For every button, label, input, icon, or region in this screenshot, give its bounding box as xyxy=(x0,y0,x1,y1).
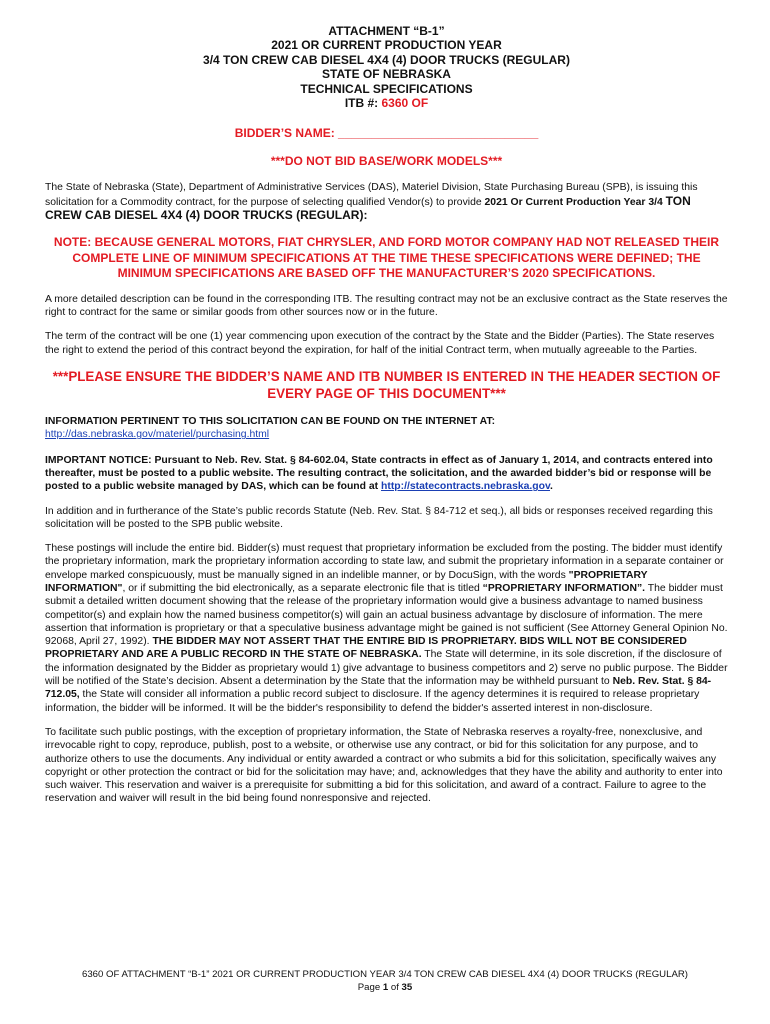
page-total: 35 xyxy=(401,981,413,993)
no-bid-warning: ***DO NOT BID BASE/WORK MODELS*** xyxy=(270,154,503,169)
attachment-title: ATTACHMENT “B-1” xyxy=(328,24,445,38)
proprietary-text-3: The bidder must submit a detailed written document showing that the release of the proprietary information would give a business advantage to named business competitor(s) and explain how the named business competitor(s) will gain an actual business advantage by disclosure of information. The mere assertion that information is proprietary or that a speculative business advantage might be gained is not sufficient (See Attorney General Opinion No. 92068, April 27, 1992). xyxy=(45,582,728,648)
document-header xyxy=(45,24,728,110)
public-records-paragraph: In addition and in furtherance of the State’s public records Statute (Neb. Rev. Stat. § 84-712 et seq.), all bids or responses received regarding this solicitation will be posted to the SPB public website. xyxy=(45,505,713,530)
intro-bold-year: 2021 Or Current Production Year 3/4 xyxy=(484,196,666,208)
of-word: of xyxy=(388,981,402,993)
page-word: Page xyxy=(357,981,383,993)
term-paragraph: The term of the contract will be one (1) year commencing upon execution of the contract by the State and the Bidder (Parties). The State reserves the right to extend the period of this contract beyond the expiration, for half of the initial Contract term, when mutually agreeable to the Parties. xyxy=(45,331,715,356)
info-section xyxy=(45,415,728,442)
production-year: 2021 OR CURRENT PRODUCTION YEAR xyxy=(271,38,502,53)
proprietary-text-5: the State will consider all information a public record subject to disclosure. If the agency determines it is required to release proprietary information, the bidder will be informed. It will be the bidder's responsibility to defend the bidder's asserted interest in non-disclosure. xyxy=(45,689,700,714)
bidder-name-line: BIDDER’S NAME: ______________________________ xyxy=(234,126,539,141)
royalty-paragraph: To facilitate such public postings, with the exception of proprietary information, the State of Nebraska reserves a royalty-free, nonexclusive, and irrevocable right to copy, reproduce, publish, post to a website, or otherwise use any contract, or bid for this solicitation for any purpose, and to authorize others to use the documents. Any individual or entity awarded a contract or who submits a bid for this solicitation, specifically waives any copyright or other protection the contract or bid for the solicitation may have; and, acknowledges that they have the ability and authority to enter into such waiver. This reservation and waiver is a prerequisite for submitting a bid for this solicitation, and award of a contract. Failure to agree to the reservation and waiver will result in the bid being found nonresponsive and rejected. xyxy=(45,726,723,805)
document-page xyxy=(45,24,728,806)
proprietary-paragraph xyxy=(45,542,728,715)
note-warning: NOTE: BECAUSE GENERAL MOTORS, FIAT CHRYSLER, AND FORD MOTOR COMPANY HAD NOT RELEASED THEIR COMPLETE LINE OF MINIMUM SPECIFICATIONS AT THE TIME THESE SPECIFICATIONS WERE DEFINED; THE MINIMUM SPECIFICATIONS ARE BASED OFF THE MANUFACTURER’S 2020 SPECIFICATIONS. xyxy=(53,235,720,281)
intro-bold-truck: TON CREW CAB DIESEL 4X4 (4) DOOR TRUCKS (REGULAR): xyxy=(45,193,691,223)
important-notice xyxy=(45,454,728,494)
notice-text: IMPORTANT NOTICE: Pursuant to Neb. Rev. Stat. § 84-602.04, State contracts in effect as of January 1, 2014, and contracts entered into thereafter, must be posted to a public website. The resulting contract, the solicitation, and the awarded bidder’s bid or response will be posted to a public website managed by DAS, which can be found at xyxy=(45,454,713,493)
proprietary-bold-2: “PROPRIETARY INFORMATION”. xyxy=(482,582,646,594)
itb-line xyxy=(45,96,728,110)
footer-title: 6360 OF ATTACHMENT “B-1” 2021 OR CURRENT PRODUCTION YEAR 3/4 TON CREW CAB DIESEL 4X4 (4) DOOR TRUCKS (REGULAR) xyxy=(82,969,688,980)
proprietary-text-4: The State will determine, in its sole discretion, if the disclosure of the information designated by the Bidder as proprietary would 1) give advantage to business competitors and 2) serve no public purpose. The Bidder will be notified of the State’s decision. Absent a determination by the State that the information may be withheld pursuant to xyxy=(45,649,728,688)
page-number: 1 xyxy=(382,981,389,993)
proprietary-bold-1: "PROPRIETARY INFORMATION" xyxy=(45,569,648,594)
page-counter xyxy=(0,982,770,995)
truck-description: 3/4 TON CREW CAB DIESEL 4X4 (4) DOOR TRUCKS (REGULAR) xyxy=(203,52,570,67)
page-footer xyxy=(0,969,770,994)
info-heading: INFORMATION PERTINENT TO THIS SOLICITATION CAN BE FOUND ON THE INTERNET AT: xyxy=(45,416,496,428)
intro-text: The State of Nebraska (State), Department of Administrative Services (DAS), Materiel Division, State Purchasing Bureau (SPB), is issuing this solicitation for a Commodity contract, for the purpose of selecting qualified Vendor(s) to provide xyxy=(45,182,698,208)
notice-end: . xyxy=(550,481,553,493)
proprietary-bold-4: Neb. Rev. Stat. § 84-712.05, xyxy=(45,676,712,701)
itb-label: ITB #: xyxy=(344,96,382,111)
state-name: STATE OF NEBRASKA xyxy=(322,67,451,82)
specs-title: TECHNICAL SPECIFICATIONS xyxy=(300,81,473,96)
proprietary-text-1: These postings will include the entire bid. Bidder(s) must request that proprietary information be excluded from the posting. The bidder must identify the proprietary information, mark the proprietary information according to state law, and submit the proprietary information in a separate container or envelope marked conspicuously, must be manually signed in an indelible manner, or by DocuSign, with the words xyxy=(45,543,724,581)
intro-paragraph xyxy=(45,181,728,223)
purchasing-link[interactable]: http://das.nebraska.gov/materiel/purchasing.html xyxy=(45,429,270,441)
description-paragraph: A more detailed description can be found in the corresponding ITB. The resulting contract may not be an exclusive contract as the State reserves the right to contract for the same or similar goods from other sources now or in the future. xyxy=(45,293,728,319)
itb-number: 6360 OF xyxy=(381,96,429,111)
statecontracts-link[interactable]: http://statecontracts.nebraska.gov xyxy=(381,481,550,493)
proprietary-text-2: , or if submitting the bid electronically, as a separate electronic file that is titled xyxy=(122,582,483,594)
proprietary-bold-3: THE BIDDER MAY NOT ASSERT THAT THE ENTIRE BID IS PROPRIETARY. BIDS WILL NOT BE CONSIDERED PROPRIETARY AND ARE A PUBLIC RECORD IN THE STATE OF NEBRASKA. xyxy=(45,636,687,661)
ensure-warning: ***PLEASE ENSURE THE BIDDER’S NAME AND ITB NUMBER IS ENTERED IN THE HEADER SECTION OF EVERY PAGE OF THIS DOCUMENT*** xyxy=(52,369,721,401)
